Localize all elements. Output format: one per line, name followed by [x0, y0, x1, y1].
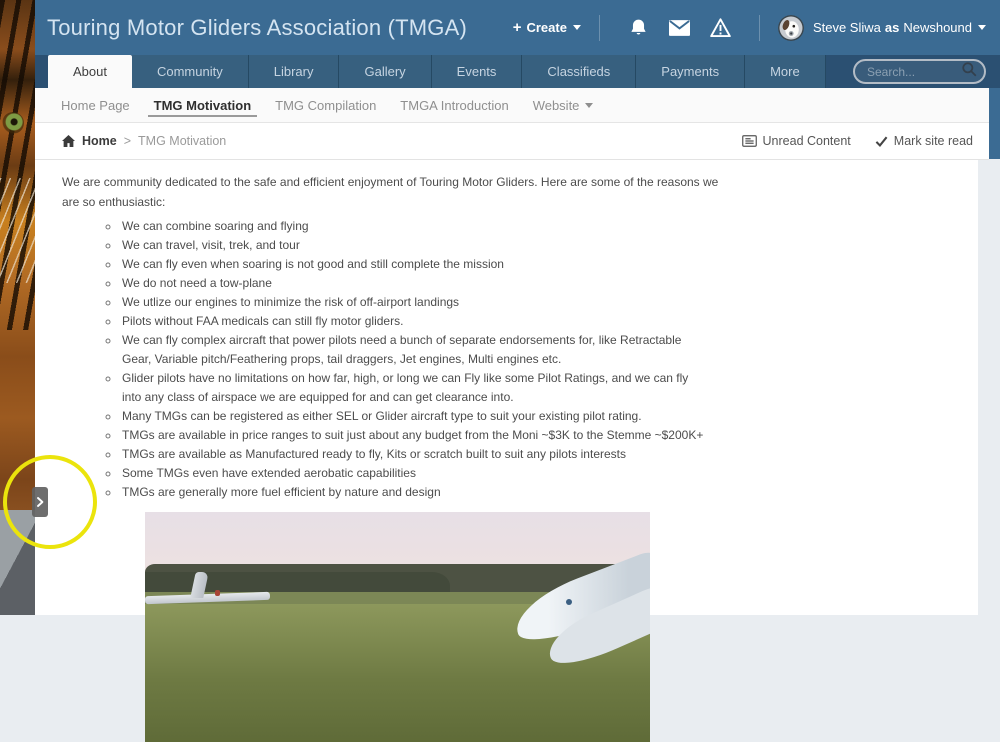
user-as-label: as	[884, 20, 900, 35]
list-item: ◦ We can travel, visit, trek, and tour	[120, 236, 707, 255]
check-icon	[875, 136, 888, 147]
subnav-tmg-compilation[interactable]: TMG Compilation	[275, 97, 377, 113]
glider-photo	[145, 512, 650, 742]
caret-down-icon	[585, 103, 593, 108]
list-item: ◦ Some TMGs even have extended aerobatic capabilities	[120, 464, 707, 483]
home-icon	[62, 135, 75, 147]
list-item: ◦ TMGs are available as Manufactured ready to fly, Kits or scratch built to suit any pilots interests	[120, 445, 707, 464]
caret-down-icon	[978, 25, 986, 30]
tab-more[interactable]: More	[745, 55, 826, 88]
subnav-tmg-motivation[interactable]: TMG Motivation	[142, 88, 264, 122]
list-item: ◦ TMGs are available in price ranges to suit just about any budget from the Moni ~$3K to the Stemme ~$200K+	[120, 426, 707, 445]
page-content	[35, 160, 978, 615]
user-name: Steve Sliwa	[812, 20, 881, 35]
tab-about[interactable]: About	[48, 55, 132, 88]
background-photo-bottom	[0, 510, 35, 615]
header-divider	[599, 15, 600, 41]
unread-content-label: Unread Content	[762, 134, 851, 148]
page-background-edge	[989, 88, 1000, 159]
messages-envelope-icon[interactable]	[669, 17, 690, 38]
plus-icon: +	[512, 19, 522, 36]
tab-gallery[interactable]: Gallery	[339, 55, 431, 88]
photo-glider-tail-marking	[215, 590, 220, 596]
search-input[interactable]	[865, 64, 961, 80]
list-item: ◦ We can fly complex aircraft that power pilots need a bunch of separate endorsements for, like Retractable Gear, Variable pitch/Feathering props, tail draggers, Jet engines, Multi engines etc.	[120, 331, 707, 369]
motivation-list	[62, 217, 707, 502]
user-menu[interactable]	[778, 15, 986, 41]
header-divider	[759, 15, 760, 41]
list-item: ◦ Many TMGs can be registered as either SEL or Glider aircraft type to suit your existing pilot rating.	[120, 407, 707, 426]
alerts-warning-icon[interactable]	[710, 17, 731, 38]
site-title: Touring Motor Gliders Association (TMGA)	[47, 15, 468, 40]
header-actions	[513, 0, 986, 55]
list-item: ◦ TMGs are generally more fuel efficient by nature and design	[120, 483, 707, 502]
caret-down-icon	[573, 25, 581, 30]
tab-community[interactable]: Community	[132, 55, 249, 88]
list-item: ◦ Glider pilots have no limitations on how far, high, or long we can Fly like some Pilot Ratings, and we can fly into any class of airspace we are equipped for and can get clearance into.	[120, 369, 707, 407]
tab-payments[interactable]: Payments	[636, 55, 745, 88]
unread-content-icon	[742, 135, 757, 147]
list-item: ◦ We do not need a tow-plane	[120, 274, 707, 293]
list-item: ◦ Pilots without FAA medicals can still fly motor gliders.	[120, 312, 707, 331]
list-item: ◦ We utlize our engines to minimize the risk of off-airport landings	[120, 293, 707, 312]
breadcrumb-actions	[742, 134, 973, 148]
subnav-website[interactable]	[521, 88, 606, 122]
site-header	[35, 0, 1000, 55]
create-button-label: Create	[526, 20, 567, 35]
user-alias: Newshound	[903, 20, 972, 35]
search-box	[853, 59, 986, 84]
subnav-tmga-introduction[interactable]: TMGA Introduction	[400, 97, 509, 113]
intro-paragraph: We are community dedicated to the safe and efficient enjoyment of Touring Motor Gliders. Here are some of the reasons we are so enthusiastic:	[62, 175, 719, 209]
breadcrumb-bar	[35, 123, 989, 160]
search-icon[interactable]	[961, 61, 977, 82]
secondary-nav	[35, 88, 989, 123]
subnav-website-label: Website	[532, 97, 580, 113]
avatar	[778, 15, 804, 41]
sidebar-expand-toggle[interactable]	[32, 487, 48, 517]
primary-nav	[35, 55, 1000, 88]
mark-site-read-link[interactable]	[875, 134, 973, 148]
tab-library[interactable]: Library	[249, 55, 340, 88]
tiger-eye	[2, 112, 24, 134]
list-item: ◦ We can fly even when soaring is not good and still complete the mission	[120, 255, 707, 274]
unread-content-link[interactable]	[742, 134, 851, 148]
notifications-bell-icon[interactable]	[628, 17, 649, 38]
list-item: ◦ We can combine soaring and flying	[120, 217, 707, 236]
tab-classifieds[interactable]: Classifieds	[522, 55, 636, 88]
create-button[interactable]	[513, 19, 581, 36]
breadcrumb	[62, 134, 226, 148]
tiger-whiskers	[0, 178, 35, 283]
mark-site-read-label: Mark site read	[893, 134, 973, 148]
right-gutter	[978, 160, 1000, 615]
subnav-home-page[interactable]: Home Page	[61, 97, 130, 113]
photo-glider-vent	[566, 599, 572, 605]
background-photo-tiger	[0, 0, 35, 615]
breadcrumb-home[interactable]: Home	[82, 134, 117, 148]
tab-events[interactable]: Events	[432, 55, 523, 88]
breadcrumb-separator: >	[123, 134, 132, 148]
breadcrumb-current: TMG Motivation	[138, 134, 227, 148]
